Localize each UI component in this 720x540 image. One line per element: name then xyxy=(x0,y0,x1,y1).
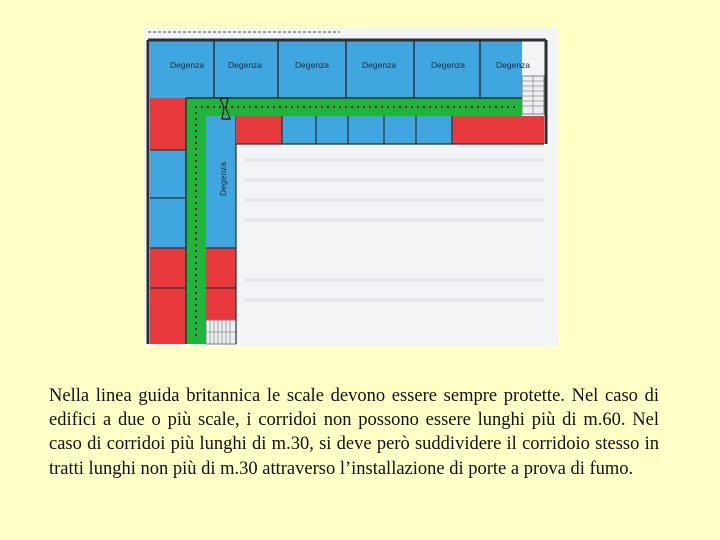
escape-path-dot xyxy=(195,148,197,150)
escape-path-dot xyxy=(195,184,197,186)
room-label-top-1: Degenza xyxy=(170,60,205,70)
escape-path-dot xyxy=(195,322,197,324)
room-label-top-4: Degenza xyxy=(362,60,397,70)
escape-path-dot xyxy=(513,106,515,108)
escape-path-dot xyxy=(195,214,197,216)
escape-path-dot xyxy=(249,106,251,108)
escape-path-dot xyxy=(195,190,197,192)
caption-text: Nella linea guida britannica le scale devono essere sempre protette. Nel caso di edifici a due o più scale, i corridoi non possono essere lunghi più di m.60. Nel caso di corridoi più lunghi di m.30, si deve però suddividere il corridoio stesso in tratti lunghi non più di m.30 attraverso l’installazione di porte a prova di fumo. xyxy=(49,386,659,479)
escape-path-dot xyxy=(195,316,197,318)
escape-path-dot xyxy=(195,310,197,312)
escape-path-dot xyxy=(273,106,275,108)
escape-path-dot xyxy=(195,196,197,198)
escape-path-dot xyxy=(327,106,329,108)
escape-path-dot xyxy=(195,262,197,264)
escape-path-dot xyxy=(489,106,491,108)
escape-path-dot xyxy=(207,106,209,108)
escape-path-dot xyxy=(375,106,377,108)
escape-path-dot xyxy=(255,106,257,108)
escape-path-dot xyxy=(195,226,197,228)
escape-path-dot xyxy=(447,106,449,108)
escape-path-dot xyxy=(195,136,197,138)
escape-path-dot xyxy=(195,106,197,108)
escape-path-dot xyxy=(279,106,281,108)
escape-path-dot xyxy=(195,328,197,330)
left-zone-red-bottom xyxy=(150,248,186,344)
escape-path-dot xyxy=(309,106,311,108)
escape-path-dot xyxy=(201,106,203,108)
room-label-top-5: Degenza xyxy=(431,60,466,70)
escape-path-dot xyxy=(195,268,197,270)
floor-plan-svg xyxy=(144,28,558,346)
room-label-top-6: Degenza xyxy=(496,60,531,70)
escape-path-dot xyxy=(483,106,485,108)
escape-path-dot xyxy=(285,106,287,108)
escape-path-dot xyxy=(495,106,497,108)
escape-path-dot xyxy=(195,160,197,162)
escape-path-dot xyxy=(369,106,371,108)
escape-path-dot xyxy=(195,202,197,204)
escape-path-dot xyxy=(195,178,197,180)
middle-room-row xyxy=(236,116,544,144)
escape-path-dot xyxy=(315,106,317,108)
escape-path-dot xyxy=(213,106,215,108)
escape-path-dot xyxy=(195,130,197,132)
escape-path-dot xyxy=(357,106,359,108)
escape-path-dot xyxy=(507,106,509,108)
left-room-column xyxy=(150,98,186,344)
escape-path-dot xyxy=(195,142,197,144)
escape-path-dot xyxy=(195,304,197,306)
middle-zone-red-right xyxy=(452,116,544,144)
room-label-side: Degenza xyxy=(218,161,228,196)
escape-path-dot xyxy=(195,292,197,294)
escape-path-dot xyxy=(333,106,335,108)
escape-path-dot xyxy=(435,106,437,108)
middle-zone-red-left xyxy=(236,116,282,144)
escape-path-dot xyxy=(195,298,197,300)
escape-path-dot xyxy=(195,280,197,282)
room-label-top-2: Degenza xyxy=(228,60,263,70)
escape-path-dot xyxy=(195,220,197,222)
left-zone-red-top xyxy=(150,98,186,150)
escape-path-dot xyxy=(195,172,197,174)
escape-path-dot xyxy=(465,106,467,108)
escape-path-dot xyxy=(219,106,221,108)
escape-path-dot xyxy=(195,250,197,252)
escape-path-dot xyxy=(195,238,197,240)
escape-path-dot xyxy=(237,106,239,108)
escape-path-dot xyxy=(477,106,479,108)
escape-path-dot xyxy=(429,106,431,108)
inner-zone-red xyxy=(206,248,236,320)
floor-plan-diagram xyxy=(144,28,558,346)
escape-path-dot xyxy=(195,232,197,234)
escape-path-dot xyxy=(195,112,197,114)
middle-zone-blue xyxy=(282,116,452,144)
escape-path-dot xyxy=(399,106,401,108)
escape-path-dot xyxy=(405,106,407,108)
escape-path-dot xyxy=(411,106,413,108)
room-label-top-3: Degenza xyxy=(295,60,330,70)
escape-path-dot xyxy=(195,124,197,126)
escape-path-dot xyxy=(195,208,197,210)
escape-path-dot xyxy=(195,166,197,168)
escape-path-dot xyxy=(267,106,269,108)
escape-path-dot xyxy=(345,106,347,108)
escape-path-dot xyxy=(321,106,323,108)
escape-path-dot xyxy=(441,106,443,108)
escape-path-dot xyxy=(387,106,389,108)
escape-path-dot xyxy=(195,154,197,156)
escape-path-dot xyxy=(471,106,473,108)
escape-path-dot xyxy=(195,118,197,120)
escape-path-dot xyxy=(417,106,419,108)
escape-path-dot xyxy=(195,334,197,336)
escape-path-dot xyxy=(291,106,293,108)
escape-path-dot xyxy=(195,256,197,258)
escape-path-dot xyxy=(195,274,197,276)
escape-path-dot xyxy=(393,106,395,108)
escape-path-dot xyxy=(501,106,503,108)
left-zone-blue xyxy=(150,150,186,248)
escape-path-dot xyxy=(339,106,341,108)
escape-path-dot xyxy=(423,106,425,108)
inner-room-column xyxy=(206,116,236,344)
escape-path-dot xyxy=(303,106,305,108)
escape-path-dot xyxy=(381,106,383,108)
escape-path-dot xyxy=(261,106,263,108)
escape-path-dot xyxy=(243,106,245,108)
escape-path-dot xyxy=(363,106,365,108)
escape-path-dot xyxy=(297,106,299,108)
escape-path-dot xyxy=(231,106,233,108)
escape-path-dot xyxy=(459,106,461,108)
escape-path-dot xyxy=(195,286,197,288)
escape-path-dot xyxy=(351,106,353,108)
escape-path-dot xyxy=(195,244,197,246)
escape-path-dot xyxy=(453,106,455,108)
